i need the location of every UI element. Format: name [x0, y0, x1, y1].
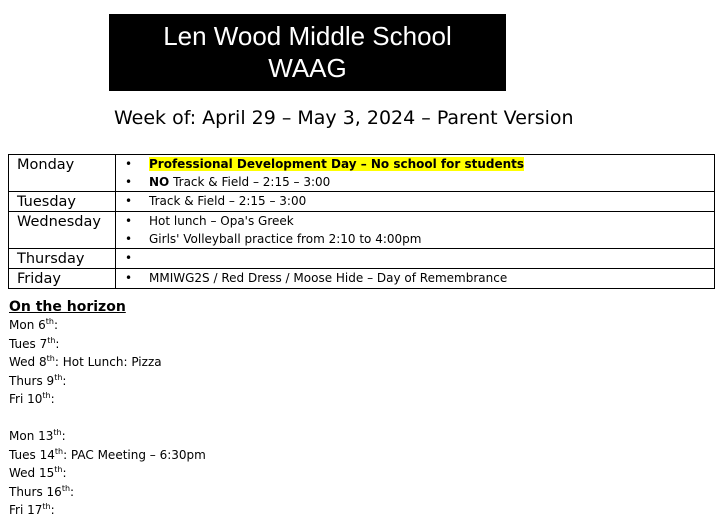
- horizon-entry: [9, 446, 206, 465]
- schedule-item-list: [116, 192, 714, 210]
- schedule-item-emphasis: NO: [149, 175, 170, 189]
- bullet-icon: •: [125, 157, 133, 171]
- schedule-item: [116, 212, 714, 230]
- horizon-entry: [9, 335, 206, 354]
- schedule-item: [116, 269, 714, 287]
- schedule-item-text: Professional Development Day – No school for students: [149, 157, 525, 171]
- schedule-item-text: Track & Field – 2:15 – 3:00: [149, 194, 307, 208]
- horizon-day: Thurs 16: [9, 484, 62, 499]
- schedule-item-text: MMIWG2S / Red Dress / Moose Hide – Day of Remembrance: [149, 271, 508, 285]
- horizon-week-2: [9, 427, 206, 520]
- horizon-spacer: [9, 409, 206, 428]
- horizon-day: Tues 14: [9, 447, 55, 462]
- horizon-day-suffix: th: [46, 354, 55, 363]
- horizon-day-suffix: th: [54, 446, 64, 456]
- schedule-day-items: [116, 212, 715, 249]
- schedule-day-label: Friday: [9, 269, 116, 289]
- schedule-day-items: [116, 269, 715, 289]
- schedule-item-text: Track & Field – 2:15 – 3:00: [169, 175, 331, 189]
- horizon-day: Mon 6: [9, 318, 46, 332]
- horizon-entry: [9, 390, 206, 409]
- schedule-row: [9, 155, 715, 192]
- horizon-entry: [9, 353, 206, 372]
- horizon-day-suffix: th: [45, 317, 54, 326]
- horizon-entry: [9, 427, 206, 446]
- schedule-row: [9, 192, 715, 212]
- schedule-item: [116, 155, 714, 173]
- horizon-day: Wed 8: [9, 355, 47, 369]
- horizon-day-suffix: th: [53, 428, 62, 437]
- horizon-day-suffix: th: [42, 502, 51, 511]
- horizon-day-suffix: th: [54, 372, 63, 382]
- bullet-icon: •: [125, 175, 133, 189]
- horizon-day: Tues 7: [9, 336, 48, 351]
- school-subtitle: WAAG: [268, 53, 347, 83]
- horizon-note: :: [70, 484, 75, 499]
- horizon-note: :: [53, 318, 59, 332]
- bullet-icon: •: [125, 232, 133, 246]
- schedule-item-list: [116, 269, 714, 287]
- horizon-note: :: [50, 392, 55, 406]
- schedule-day-label: Thursday: [9, 249, 116, 269]
- schedule-day-label: Wednesday: [9, 212, 116, 249]
- horizon-entry: [9, 372, 206, 391]
- horizon-day-suffix: th: [42, 391, 51, 400]
- schedule-item: [116, 173, 714, 191]
- horizon-day-suffix: th: [54, 465, 63, 474]
- school-title-banner: [109, 14, 506, 91]
- schedule-item-list: [116, 155, 714, 191]
- horizon-entry: [9, 501, 206, 520]
- horizon-day: Fri 17: [9, 503, 43, 517]
- schedule-day-label: Tuesday: [9, 192, 116, 212]
- schedule-day-items: [116, 155, 715, 192]
- horizon-heading: On the horizon: [9, 299, 126, 315]
- horizon-note: :: [61, 429, 66, 443]
- horizon-note: : Hot Lunch: Pizza: [54, 355, 162, 369]
- schedule-item: [116, 249, 714, 267]
- schedule-item-list: [116, 249, 714, 267]
- bullet-icon: •: [125, 214, 133, 228]
- schedule-item-list: [116, 212, 714, 248]
- schedule-day-label: Monday: [9, 155, 116, 192]
- schedule-item-text: Hot lunch – Opa's Greek: [149, 214, 294, 228]
- bullet-icon: •: [125, 251, 133, 265]
- horizon-note: : PAC Meeting – 6:30pm: [63, 447, 206, 462]
- horizon-note: :: [62, 466, 67, 480]
- horizon-day: Thurs 9: [9, 373, 55, 388]
- on-the-horizon-section: [9, 298, 206, 520]
- horizon-day: Fri 10: [9, 392, 43, 406]
- horizon-note: :: [62, 373, 67, 388]
- weekly-schedule-table: [8, 154, 715, 289]
- schedule-row: [9, 212, 715, 249]
- horizon-day-suffix: th: [47, 335, 56, 345]
- horizon-day: Mon 13: [9, 429, 54, 443]
- school-name: Len Wood Middle School: [163, 21, 452, 51]
- schedule-item: [116, 230, 714, 248]
- horizon-week-1: [9, 316, 206, 409]
- schedule-day-items: [116, 192, 715, 212]
- horizon-entry: [9, 464, 206, 483]
- horizon-entry: [9, 316, 206, 335]
- horizon-day-suffix: th: [61, 483, 71, 493]
- horizon-day: Wed 15: [9, 466, 55, 480]
- bullet-icon: •: [125, 271, 133, 285]
- schedule-item: [116, 192, 714, 210]
- schedule-row: [9, 249, 715, 269]
- horizon-note: :: [50, 503, 55, 517]
- horizon-entry: [9, 483, 206, 502]
- schedule-row: [9, 269, 715, 289]
- schedule-day-items: [116, 249, 715, 269]
- week-heading: Week of: April 29 – May 3, 2024 – Parent Version: [114, 107, 574, 129]
- horizon-note: :: [55, 336, 60, 351]
- schedule-item-text: Girls' Volleyball practice from 2:10 to 4:00pm: [149, 232, 422, 246]
- bullet-icon: •: [125, 194, 133, 208]
